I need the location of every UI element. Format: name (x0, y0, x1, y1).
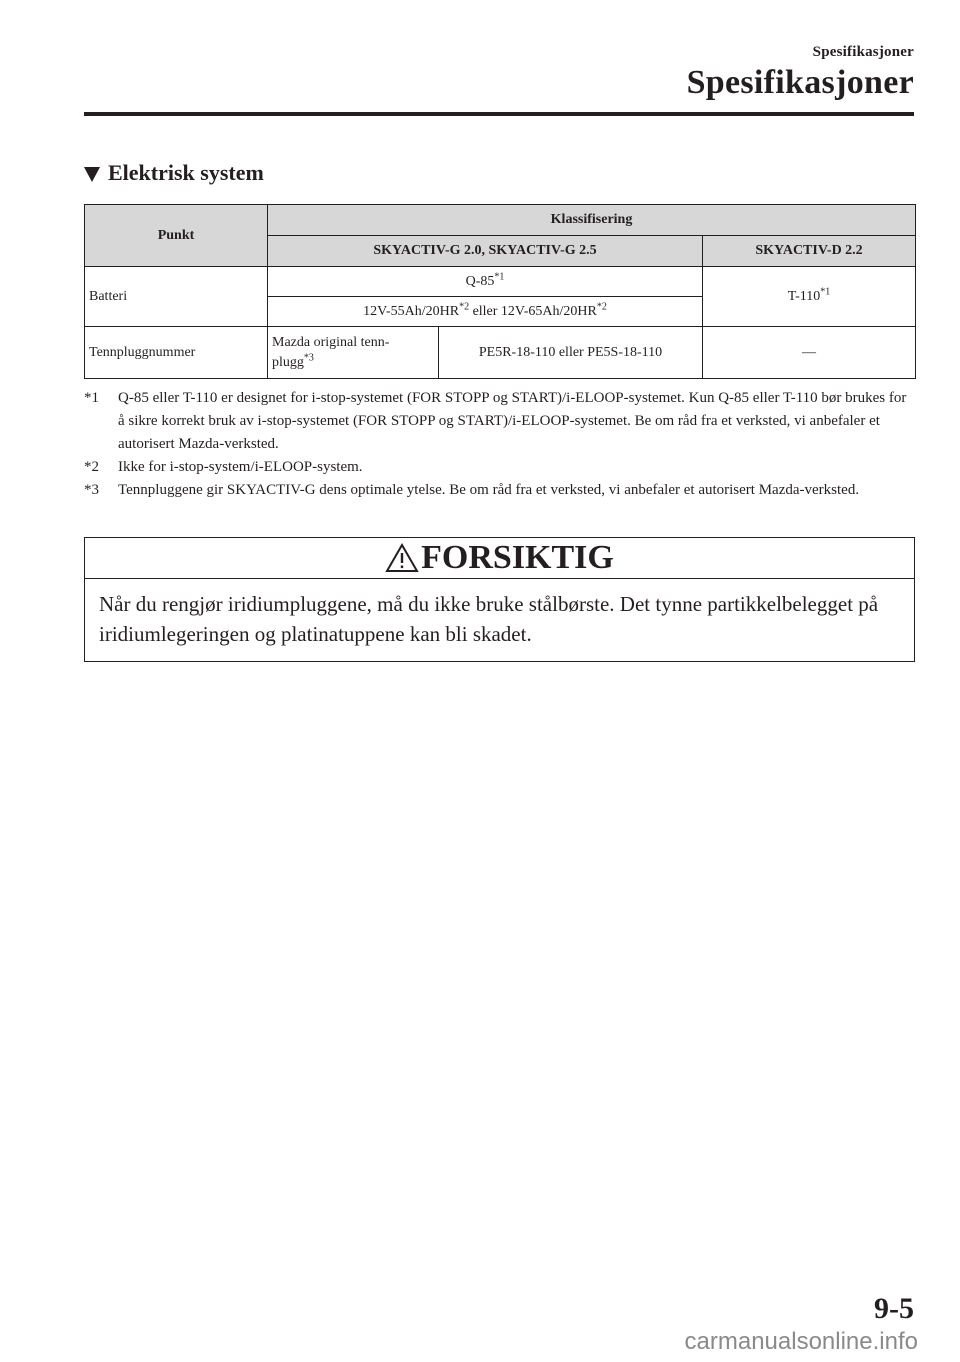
section-title: Elektrisk system (108, 160, 264, 185)
page-number: 9-5 (874, 1292, 914, 1325)
caution-title: FORSIKTIG (421, 539, 614, 576)
batteri-d-type: T-110$^{*1}$ (703, 267, 916, 327)
footnote-mark: *2 (84, 459, 99, 475)
footnotes (84, 387, 915, 502)
tenn-value-g: PE5R-18-110 eller PE5S-18-110 (439, 327, 703, 379)
caution-text: Når du rengjør iridiumpluggene, må du ikke bruke stålbørste. Det tynne partikkelbelegget på iridiumlegeringen og platinatuppene kan bli skadet. (99, 592, 879, 646)
subheader-skyactiv-d: SKYACTIV-D 2.2 (703, 236, 916, 267)
running-header-small: Spesifikasjoner (812, 44, 914, 60)
footnote (84, 479, 915, 502)
footnote-mark: *3 (84, 482, 99, 498)
running-header-title: Spesifikasjoner (686, 64, 914, 101)
spec-table (84, 204, 916, 379)
footnote-text: Tennpluggene gir SKYACTIV-G dens optimale ytelse. Be om råd fra et verksted, vi anbefaler et autorisert Mazda-verksted. (118, 482, 860, 498)
warning-triangle-icon (385, 543, 419, 573)
row-label-batteri: Batteri (85, 267, 268, 327)
footnote-text: Q-85 eller T-110 er designet for i-stop-systemet (FOR STOPP og START)/i-ELOOP-systemet. Kun Q-85 eller T-110 bør brukes for å sikre korrekt bruk av i-stop-systemet (FOR STOPP og START)/i-ELOOP-systemet. Be om råd fra et verksted, vi anbefaler et autorisert Mazda-verksted. (118, 390, 907, 452)
batteri-g-capacity: 12V-55Ah/20HR$^{*2}$ eller 12V-65Ah/20HR$^{*2}$ (268, 297, 703, 327)
subheader-skyactiv-g: SKYACTIV-G 2.0, SKYACTIV-G 2.5 (268, 236, 703, 267)
section-heading (84, 160, 264, 186)
row-label-tennpluggnummer: Tennpluggnummer (85, 327, 268, 379)
col-header-punkt: Punkt (85, 205, 268, 267)
caution-box (84, 537, 915, 662)
tenn-value-d: — (703, 327, 916, 379)
header-rule (84, 112, 914, 116)
batteri-g-type: Q-85$^{*1}$ (268, 267, 703, 297)
caution-header (85, 538, 914, 579)
col-header-klassifisering: Klassifisering (268, 205, 916, 236)
watermark: carmanualsonline.info (684, 1328, 918, 1355)
triangle-bullet-icon (84, 167, 100, 182)
footnote-text: Ikke for i-stop-system/i-ELOOP-system. (118, 459, 363, 475)
tenn-subtype: Mazda original tenn- plugg$^{*3}$ (268, 327, 439, 379)
footnote-mark: *1 (84, 390, 99, 406)
footnote (84, 387, 915, 456)
footnote (84, 456, 915, 479)
